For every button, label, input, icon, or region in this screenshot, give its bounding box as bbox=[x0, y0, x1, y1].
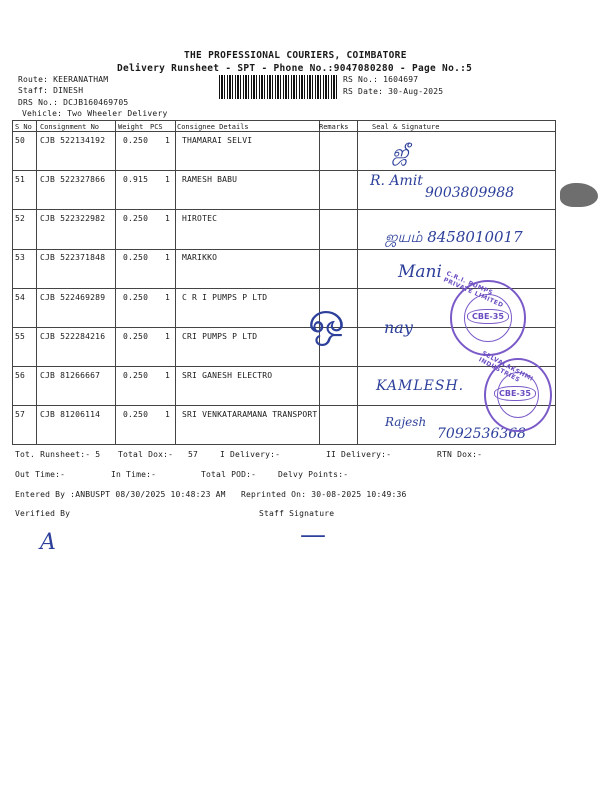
cell-consignment: CJB 522134192 bbox=[40, 136, 106, 145]
total-runsheet: Tot. Runsheet:- 5 bbox=[15, 450, 101, 459]
stamp-selvalakshmi-name: SELVALAKSHMI INDUSTRIES bbox=[477, 350, 535, 384]
stamp-cri-pumps bbox=[442, 270, 526, 356]
cell-consignee: HIROTEC bbox=[182, 214, 218, 223]
col-weight: Weight bbox=[118, 123, 144, 131]
col-consignment: Consignment No bbox=[40, 123, 100, 131]
total-dox-label: Total Dox:- bbox=[118, 450, 174, 459]
cell-pcs: 1 bbox=[165, 371, 171, 380]
col-seal-signature: Seal & Signature bbox=[372, 123, 440, 131]
signature-row-53: Mani bbox=[398, 262, 442, 282]
signature-rows-54-55: ஒ bbox=[308, 293, 345, 344]
cell-weight: 0.250 bbox=[123, 253, 149, 262]
drs-label: DRS No.: DCJB160469705 bbox=[18, 98, 129, 107]
cell-consignee: C R I PUMPS P LTD bbox=[182, 293, 268, 302]
cell-consignee: SRI GANESH ELECTRO bbox=[182, 371, 273, 380]
stamp-selvalakshmi bbox=[477, 350, 552, 432]
col-sno: S No bbox=[15, 123, 32, 131]
signature-row-51: R. Amit bbox=[370, 173, 423, 189]
cell-pcs: 1 bbox=[165, 332, 171, 341]
cell-pcs: 1 bbox=[165, 136, 171, 145]
cell-weight: 0.250 bbox=[123, 371, 149, 380]
redaction-mark bbox=[560, 183, 598, 207]
cell-consignee: THAMARAI SELVI bbox=[182, 136, 253, 145]
cell-sno: 56 bbox=[15, 371, 26, 380]
signature-row-51-phone: 9003809988 bbox=[425, 185, 515, 201]
route-label: Route: KEERANATHAM bbox=[18, 75, 109, 84]
cell-weight: 0.250 bbox=[123, 214, 149, 223]
reprinted-on: Reprinted On: 30-08-2025 10:49:36 bbox=[241, 490, 407, 499]
cell-pcs: 1 bbox=[165, 175, 171, 184]
col-remarks: Remarks bbox=[319, 123, 349, 131]
signature-row-52: ஜயம் 8458010017 bbox=[385, 228, 523, 246]
out-time: Out Time:- bbox=[15, 470, 66, 479]
staff-signature-label: Staff Signature bbox=[259, 509, 335, 518]
cell-pcs: 1 bbox=[165, 214, 171, 223]
signature-row-57: Rajesh bbox=[385, 415, 427, 429]
cell-pcs: 1 bbox=[165, 293, 171, 302]
cell-consignment: CJB 81206114 bbox=[40, 410, 101, 419]
rs-date: RS Date: 30-Aug-2025 bbox=[343, 87, 444, 96]
cell-consignment: CJB 522322982 bbox=[40, 214, 106, 223]
stamp-selvalakshmi-code: CBE-35 bbox=[494, 386, 536, 401]
barcode bbox=[219, 75, 339, 99]
cell-pcs: 1 bbox=[165, 253, 171, 262]
staff-label: Staff: DINESH bbox=[18, 86, 84, 95]
cell-consignment: CJB 522284216 bbox=[40, 332, 106, 341]
signature-row-55: nay bbox=[384, 318, 413, 337]
total-pod: Total POD:- bbox=[201, 470, 257, 479]
cell-consignee: MARIKKO bbox=[182, 253, 218, 262]
col-consignee: Consignee Details bbox=[177, 123, 249, 131]
cell-sno: 51 bbox=[15, 175, 26, 184]
cell-weight: 0.250 bbox=[123, 410, 149, 419]
cell-sno: 52 bbox=[15, 214, 26, 223]
vehicle-label: Vehicle: Two Wheeler Delivery bbox=[22, 109, 168, 118]
cell-consignee: SRI VENKATARAMANA TRANSPORT bbox=[182, 410, 318, 419]
verified-by: Verified By bbox=[15, 509, 71, 518]
cell-sno: 50 bbox=[15, 136, 26, 145]
delvy-points: Delvy Points:- bbox=[278, 470, 349, 479]
staff-signature: — bbox=[300, 520, 326, 550]
cell-weight: 0.915 bbox=[123, 175, 149, 184]
cell-consignment: CJB 522371848 bbox=[40, 253, 106, 262]
runsheet-subtitle: Delivery Runsheet - SPT - Phone No.:9047080280 - Page No.:5 bbox=[117, 63, 473, 74]
in-time: In Time:- bbox=[111, 470, 157, 479]
rtn-dox: RTN Dox:- bbox=[437, 450, 483, 459]
verified-signature: A bbox=[40, 530, 56, 555]
cell-consignment: CJB 81266667 bbox=[40, 371, 101, 380]
cell-pcs: 1 bbox=[165, 410, 171, 419]
entered-by: Entered By :ANBUSPT 08/30/2025 10:48:23 AM bbox=[15, 490, 226, 499]
cell-consignment: CJB 522469289 bbox=[40, 293, 106, 302]
signature-row-57-phone: 7092536368 bbox=[437, 426, 527, 442]
stamp-cri-name: C.R.I. PUMPS PRIVATE LIMITED bbox=[442, 270, 505, 310]
cell-sno: 57 bbox=[15, 410, 26, 419]
ii-delivery: II Delivery:- bbox=[326, 450, 392, 459]
cell-weight: 0.250 bbox=[123, 293, 149, 302]
cell-sno: 53 bbox=[15, 253, 26, 262]
i-delivery: I Delivery:- bbox=[220, 450, 281, 459]
rs-number: RS No.: 1604697 bbox=[343, 75, 419, 84]
cell-consignee: CRI PUMPS P LTD bbox=[182, 332, 258, 341]
cell-consignee: RAMESH BABU bbox=[182, 175, 238, 184]
col-pcs: PCS bbox=[150, 123, 163, 131]
stamp-cri-code: CBE-35 bbox=[467, 309, 509, 324]
signature-row-56: KAMLESH. bbox=[376, 378, 465, 394]
company-title: THE PROFESSIONAL COURIERS, COIMBATORE bbox=[184, 50, 407, 61]
cell-sno: 54 bbox=[15, 293, 26, 302]
cell-consignment: CJB 522327866 bbox=[40, 175, 106, 184]
cell-weight: 0.250 bbox=[123, 136, 149, 145]
signature-row-50: ஜீ bbox=[392, 140, 409, 164]
cell-sno: 55 bbox=[15, 332, 26, 341]
cell-weight: 0.250 bbox=[123, 332, 149, 341]
total-dox-value: 57 bbox=[188, 450, 199, 459]
